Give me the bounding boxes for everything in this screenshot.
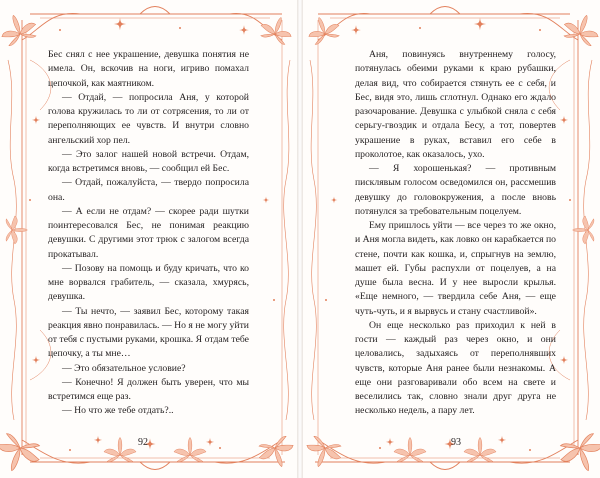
paragraph: — Ты нечто, — заявил Бес, которому такая реакция явно понравилась. — Но я не могу уйти от тебя с пустыми руками, крошка. Я отдам тебе цепочку, а ты мне… <box>48 305 249 360</box>
iris-flower-icon <box>6 216 27 244</box>
paragraph: — Отдай, пожалуйста, — твердо попросила она. <box>48 177 249 203</box>
star-sparkle-icon <box>239 25 249 35</box>
paragraph: — А если не отдам? — скорее ради шутки поинтересовался Бес, не понимая реакцию девушки. С другими этот трюк с залогом всегда прокатывал. <box>48 205 249 260</box>
paragraph: — Я хорошенькая? — противным писклявым голосом осведомился он, рассмешив девушку до головокружения, а после вновь потянулся за требовательным поцелуем. <box>355 163 556 217</box>
page-number: 93 <box>451 437 461 448</box>
star-sparkle-icon <box>560 116 568 124</box>
star-sparkle-icon <box>386 438 394 446</box>
paragraph: Бес снял с нее украшение, девушка понятия не имела. Он, вскочив на ноги, игриво помахал цепочкой, как маятником. <box>48 49 249 89</box>
iris-flower-icon <box>304 12 342 46</box>
right-page-text <box>355 48 556 419</box>
star-sparkle-icon <box>474 18 487 31</box>
paragraph: Ему пришлось уйти — все через то же окно, и Аня могла видеть, как ловко он карабкается по стене, почти как кошка, и, спрыгнув на землю, машет ей. Губы распухли от поцелуев, а на душе была весна. И у нее выросли крылья. «Еще немного, — твердила себе Аня, — еще чуть-чуть, и я вырвусь и стану счастливой». <box>355 220 556 317</box>
star-sparkle-icon <box>32 356 40 364</box>
star-sparkle-icon <box>114 18 127 31</box>
star-sparkle-icon <box>498 436 506 444</box>
star-sparkle-icon <box>263 197 270 204</box>
paragraph: — Конечно! Я должен быть уверен, что мы встретимся еще раз. <box>48 376 249 402</box>
paragraph: — Позову на помощь и буду кричать, что ко мне ворвался грабитель, — сказала, хмурясь, девушка. <box>48 262 249 303</box>
star-sparkle-icon <box>206 438 214 446</box>
iris-flower-icon <box>560 9 600 47</box>
paragraph: — Но что же тебе отдать?.. <box>62 405 174 417</box>
paragraph: Аня, повинуясь внутреннему голосу, потянулась обеими руками к краю рубашки, делая вид, что собирается стянуть ее с себя, и Бес, видя это, лишь сглотнул. Однако его ждало разочарование. Девушка с улыбкой сняла с себя серьгу-гвоздик и отдала Бесу, а тот, повертев украшение в руках, вставил его себе в проколотое, как оказалось, ухо. <box>355 49 556 160</box>
iris-flower-icon <box>255 435 297 473</box>
left-page-text <box>48 48 249 419</box>
page-number: 92 <box>138 437 148 448</box>
star-sparkle-icon <box>32 116 40 124</box>
paragraph: Он еще несколько раз приходил к ней в гости — каждый раз через окно, и они целовались, задыхаясь от переполнявших чувств, которые Аня ранее были незнакомы. А еще они разговаривали обо всем на свете и веселились так, словно знали друг друга не несколько недель, а пару лет. <box>355 319 556 417</box>
paragraph: — Это залог нашей новой встречи. Отдам, когда встретимся вновь, — сообщил ей Бес. <box>48 148 249 174</box>
iris-flower-icon <box>303 435 345 473</box>
iris-flower-icon <box>258 12 296 46</box>
iris-flower-icon <box>0 9 40 47</box>
star-sparkle-icon <box>331 197 338 204</box>
right-page <box>303 0 600 478</box>
paragraph: — Это обязательное условие? <box>62 362 186 374</box>
star-sparkle-icon <box>560 356 568 364</box>
star-sparkle-icon <box>94 436 102 444</box>
left-page <box>0 0 297 478</box>
iris-flower-icon <box>573 216 594 244</box>
paragraph: — Отдай, — попросила Аня, у которой голова кружилась то ли от сотрясения, то ли от переполняющих ее чувств. И внутри словно ангельский хор пел. <box>48 91 249 146</box>
star-sparkle-icon <box>351 25 361 35</box>
